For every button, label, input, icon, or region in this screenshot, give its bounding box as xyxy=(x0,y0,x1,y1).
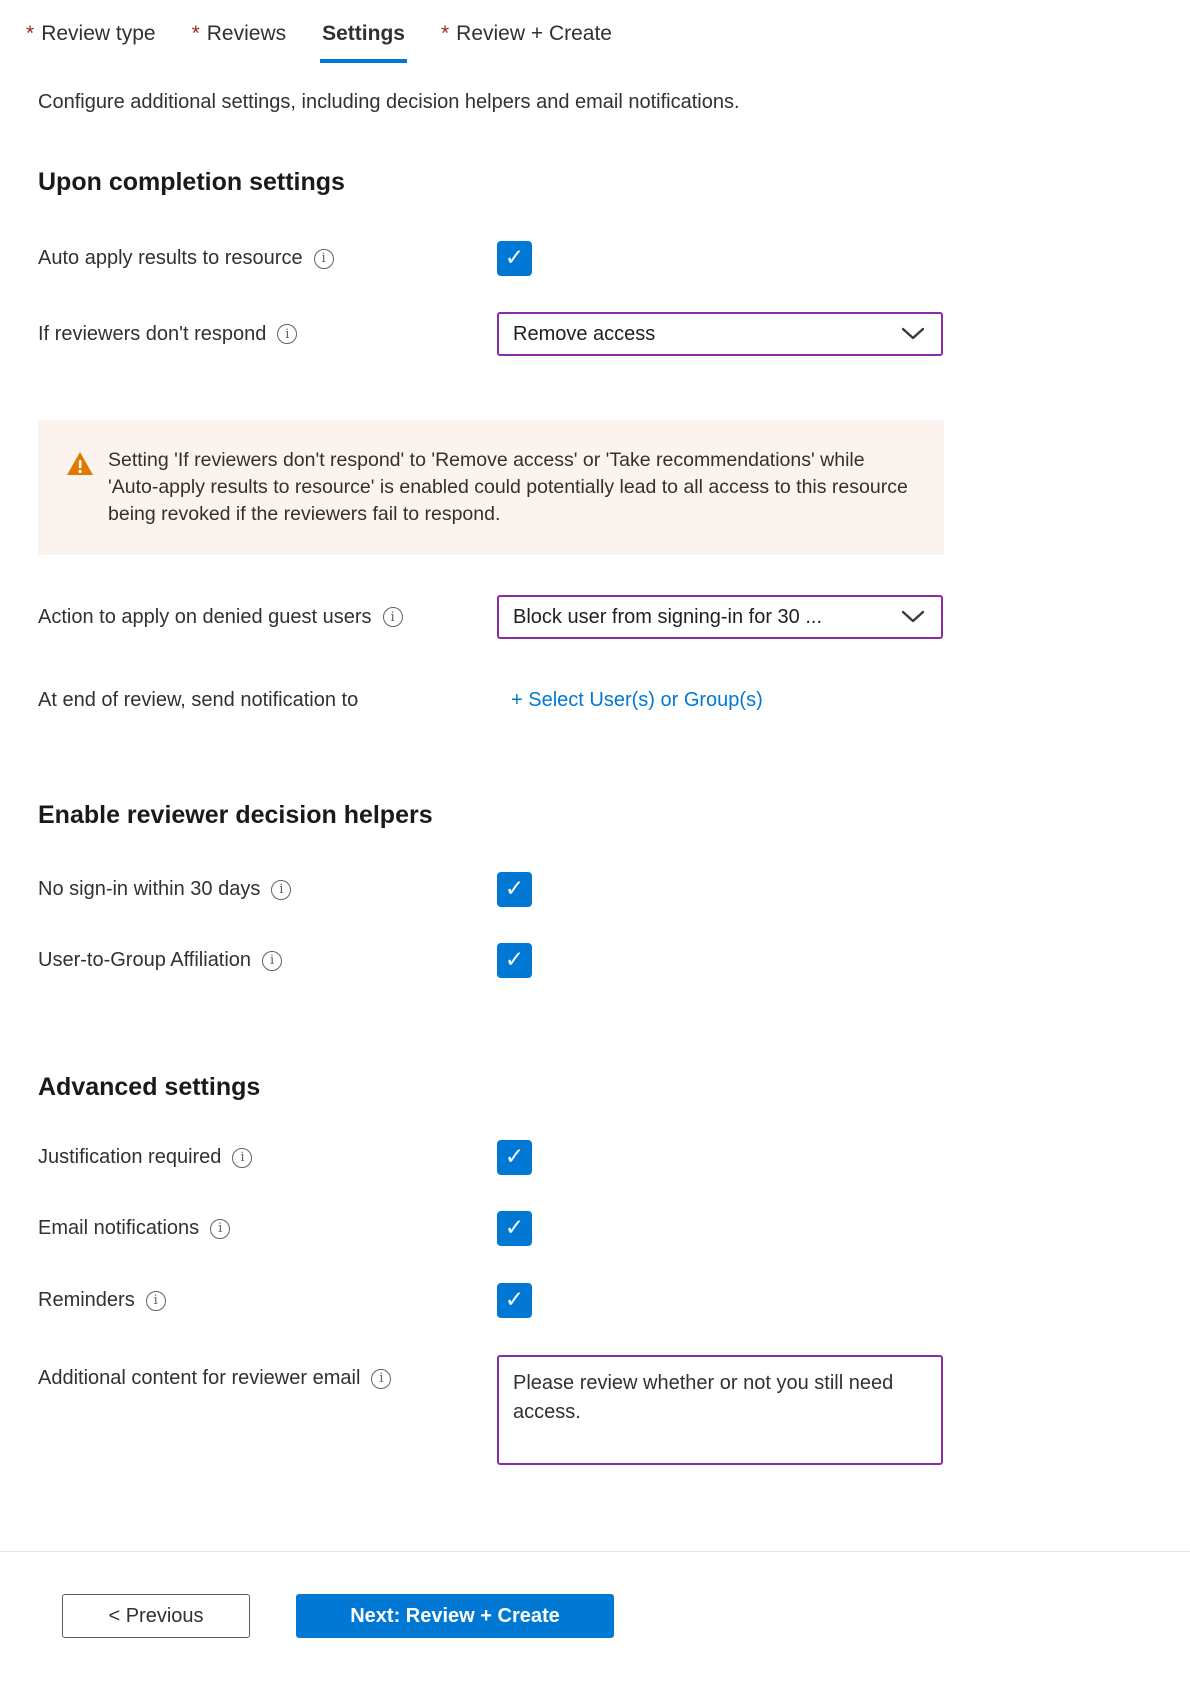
justification-label: Justification required xyxy=(38,1146,222,1168)
check-icon: ✓ xyxy=(504,946,525,972)
auto-apply-row xyxy=(38,241,1190,276)
tab-review-type[interactable] xyxy=(24,20,158,63)
email-notifications-checkbox[interactable] xyxy=(497,1211,532,1246)
warning-icon xyxy=(66,451,94,476)
tab-review-create[interactable] xyxy=(439,20,614,63)
send-notification-label: At end of review, send notification to xyxy=(38,689,359,711)
warning-banner xyxy=(38,420,944,555)
warning-text: Setting 'If reviewers don't respond' to 'Remove access' or 'Take recommendations' while 'Auto-apply results to resource' is enabled could potentially lead to all access to this resource being revoked if the reviewers fail to respond. xyxy=(108,449,908,525)
chevron-down-icon xyxy=(901,610,925,624)
denied-guest-dropdown[interactable] xyxy=(497,595,943,639)
info-icon[interactable]: i xyxy=(371,1369,391,1389)
info-icon[interactable]: i xyxy=(262,951,282,971)
check-icon: ✓ xyxy=(504,244,525,270)
email-notifications-row xyxy=(38,1211,1190,1246)
tab-settings[interactable] xyxy=(320,20,407,63)
info-icon[interactable]: i xyxy=(314,249,334,269)
wizard-footer xyxy=(0,1552,1190,1638)
reviewer-email-content-label: Additional content for reviewer email xyxy=(38,1367,361,1389)
reviewers-respond-dropdown[interactable] xyxy=(497,312,943,356)
email-notifications-label: Email notifications xyxy=(38,1217,200,1239)
no-sign-in-checkbox[interactable] xyxy=(497,872,532,907)
previous-button[interactable]: < Previous xyxy=(62,1594,250,1638)
no-sign-in-label: No sign-in within 30 days xyxy=(38,878,261,900)
dropdown-selected-value: Block user from signing-in for 30 ... xyxy=(513,605,823,628)
required-asterisk: * xyxy=(440,22,450,45)
reviewer-email-textarea[interactable] xyxy=(497,1355,943,1465)
check-icon: ✓ xyxy=(504,1143,525,1169)
user-group-affiliation-label: User-to-Group Affiliation xyxy=(38,949,252,971)
reminders-label: Reminders xyxy=(38,1289,135,1311)
auto-apply-label: Auto apply results to resource xyxy=(38,247,303,269)
tab-label: Review + Create xyxy=(456,22,612,45)
check-icon: ✓ xyxy=(504,875,525,901)
required-asterisk: * xyxy=(26,22,35,45)
page-description: Configure additional settings, including decision helpers and email notifications. xyxy=(38,91,740,113)
info-icon[interactable]: i xyxy=(383,607,403,627)
reminders-row xyxy=(38,1283,1190,1318)
check-icon: ✓ xyxy=(504,1286,525,1312)
denied-guest-row xyxy=(38,595,1190,639)
required-asterisk: * xyxy=(191,22,200,45)
denied-guest-label: Action to apply on denied guest users xyxy=(38,605,372,628)
info-icon[interactable]: i xyxy=(146,1291,166,1311)
reviewers-respond-row xyxy=(38,312,1190,356)
decision-helpers-heading: Enable reviewer decision helpers xyxy=(38,801,433,829)
tab-label: Reviews xyxy=(206,22,287,45)
justification-row xyxy=(38,1140,1190,1175)
info-icon[interactable]: i xyxy=(277,324,297,344)
tab-reviews[interactable] xyxy=(190,20,289,63)
tab-label: Settings xyxy=(322,22,405,45)
upon-completion-heading: Upon completion settings xyxy=(38,168,345,196)
info-icon[interactable]: i xyxy=(210,1219,230,1239)
info-icon[interactable]: i xyxy=(271,880,291,900)
select-users-groups-link[interactable]: + Select User(s) or Group(s) xyxy=(511,689,763,711)
next-button[interactable]: Next: Review + Create xyxy=(296,1594,614,1638)
wizard-tabs xyxy=(24,20,1190,63)
dropdown-selected-value: Remove access xyxy=(513,322,656,345)
access-review-settings-page xyxy=(0,20,1190,1638)
reviewers-respond-label: If reviewers don't respond xyxy=(38,322,267,345)
info-icon[interactable]: i xyxy=(232,1148,252,1168)
no-sign-in-row xyxy=(38,872,1190,907)
user-group-affiliation-row xyxy=(38,943,1190,978)
send-notification-row xyxy=(38,689,1190,712)
tab-label: Review type xyxy=(41,22,156,45)
chevron-down-icon xyxy=(901,327,925,341)
reminders-checkbox[interactable] xyxy=(497,1283,532,1318)
reviewer-email-content-row xyxy=(38,1355,1190,1465)
advanced-settings-heading: Advanced settings xyxy=(38,1073,261,1101)
auto-apply-checkbox[interactable] xyxy=(497,241,532,276)
user-group-affiliation-checkbox[interactable] xyxy=(497,943,532,978)
justification-checkbox[interactable] xyxy=(497,1140,532,1175)
check-icon: ✓ xyxy=(504,1214,525,1240)
